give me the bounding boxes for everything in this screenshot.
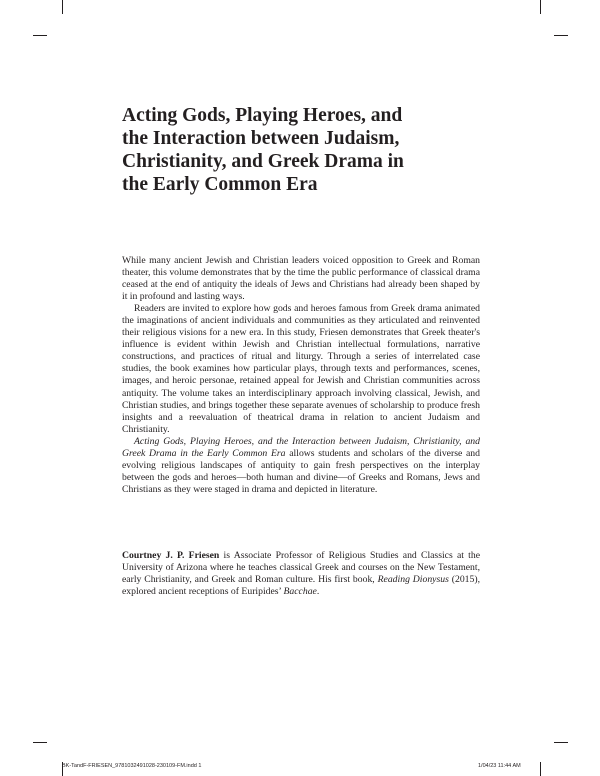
- book-title-line: Christianity, and Greek Drama in: [122, 151, 404, 172]
- author-play: Bacchae: [283, 586, 317, 598]
- description-paragraph-2: Readers are invited to explore how gods and heroes famous from Greek drama animated the imaginations of ancient individuals and communities as they articulated and reinvented their religious visions for a new era. In this study, Friesen demonstrates that Greek theater's influence is evident within Jewish and Christian intellectual formulations, narrative constructions, and practices of ritual and liturgy. Through a series of interrelated case studies, the book examines how particular plays, through texts and performances, scenes, images, and heroic personae, retained appeal for Jewish and Christian communities across antiquity. The volume takes an interdisciplinary approach involving classical, Jewish, and Christian studies, and brings together these separate avenues of scholarship to produce fresh insights and a reevaluation of theatrical drama in relation to ancient Judaism and Christianity.: [122, 303, 480, 435]
- book-description: [122, 255, 480, 496]
- author-bio: [122, 550, 480, 598]
- book-title-italic: Acting Gods, Playing Heroes, and the Interaction between Judaism, Christianity, and Greek Drama in the Early Common Era: [122, 435, 480, 459]
- crop-mark-top-right-horizontal: [554, 35, 568, 36]
- crop-mark-bottom-right-horizontal: [554, 742, 568, 743]
- author-bio-text: is Associate Professor of Religious Studies and Classics at the University of Arizona where he teaches classical Greek and courses on the New Testament, early Christianity, and Greek and Roman culture. His first book,: [122, 550, 480, 586]
- book-title-line: the Early Common Era: [122, 174, 318, 195]
- book-title-line: the Interaction between Judaism,: [122, 128, 400, 149]
- description-paragraph-1: While many ancient Jewish and Christian leaders voiced opposition to Greek and Roman theater, this volume demonstrates that by the time the public performance of classical drama ceased at the end of antiquity the ideals of Jews and Christians had already been shaped by it in profound and lasting ways.: [122, 255, 480, 303]
- crop-mark-bottom-right-vertical: [540, 762, 541, 776]
- footer-timestamp: 1/04/23 11:44 AM: [478, 763, 521, 769]
- description-paragraph-3-text: allows students and scholars of the diverse and evolving religious landscapes of antiquity to gain fresh perspectives on the interplay between the gods and heroes—both human and divine—of Greeks and Romans, Jews and Christians as they were staged in drama and depicted in literature.: [122, 447, 480, 495]
- author-bio-end: .: [316, 586, 320, 598]
- book-title-line: Acting Gods, Playing Heroes, and: [122, 105, 403, 126]
- book-title: [122, 104, 502, 196]
- crop-mark-bottom-left-horizontal: [33, 742, 47, 743]
- description-paragraph-3: [122, 436, 480, 496]
- crop-mark-top-left-horizontal: [33, 35, 47, 36]
- crop-mark-top-left-vertical: [62, 0, 63, 14]
- author-first-book: Reading Dionysus: [377, 574, 449, 586]
- footer-file-slug: BK-TandF-FRIESEN_9781032491028-230109-FM.indd 1: [62, 763, 202, 769]
- author-bio-text: (2015), explored ancient receptions of Euripides’: [122, 574, 481, 598]
- author-name: Courtney J. P. Friesen: [122, 550, 220, 561]
- crop-mark-top-right-vertical: [540, 0, 541, 14]
